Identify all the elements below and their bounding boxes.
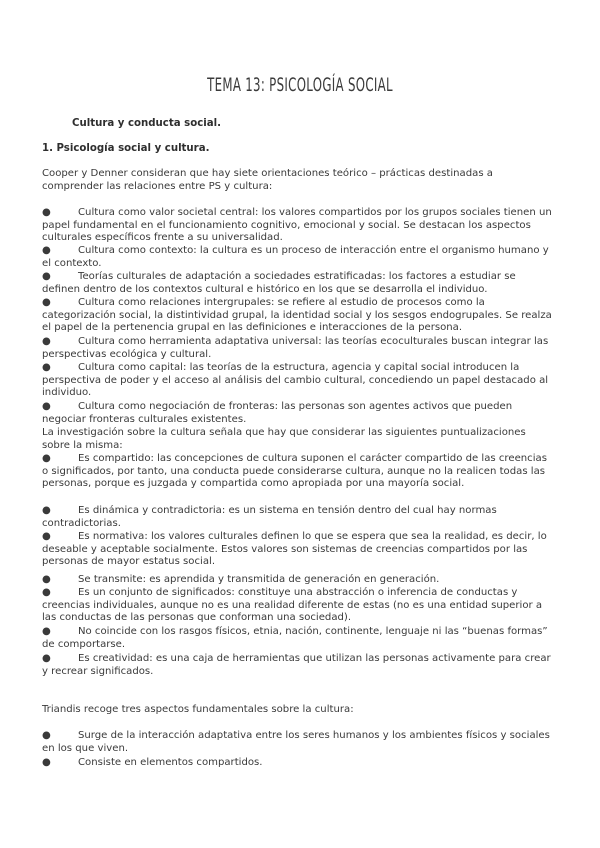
list-item xyxy=(42,730,554,755)
intro-paragraph: Cooper y Denner consideran que hay siete orientaciones teórico – prácticas destinadas a comprender las relaciones entre PS y cultura: xyxy=(42,168,493,192)
list-item-text: Cultura como contexto: la cultura es un proceso de interacción entre el organismo humano y el contexto. xyxy=(42,245,549,269)
list-item xyxy=(42,207,554,245)
list-item xyxy=(42,453,554,491)
list-item xyxy=(42,245,554,270)
section-heading: 1. Psicología social y cultura. xyxy=(42,143,210,154)
list-item xyxy=(42,401,554,426)
bullet-icon: ● xyxy=(42,362,51,373)
bullet-icon: ● xyxy=(42,336,51,347)
list-item-text: Cultura como negociación de fronteras: las personas son agentes activos que pueden negociar fronteras culturales existentes. xyxy=(42,401,513,425)
list-item xyxy=(42,653,554,678)
list-item xyxy=(42,336,554,361)
bullet-icon: ● xyxy=(42,574,51,585)
list-item xyxy=(42,574,554,587)
list-item-text: Es un conjunto de significados: constituye una abstracción o inferencia de conductas y creencias individuales, aunque no es una realidad diferente de estas (no es una entidad superior a las conductas de las personas que conforman una sociedad). xyxy=(42,587,543,624)
bullet-icon: ● xyxy=(42,245,51,256)
list-item-text: Cultura como capital: las teorías de la estructura, agencia y capital social introducen la perspectiva de poder y el acceso al análisis del cambio cultural, concediendo un papel destacado al individuo. xyxy=(42,362,549,399)
list-item xyxy=(42,271,554,296)
bullet-icon: ● xyxy=(42,757,51,768)
bullet-icon: ● xyxy=(42,453,51,464)
triandis-paragraph: Triandis recoge tres aspectos fundamentales sobre la cultura: xyxy=(42,704,354,715)
bullet-icon: ● xyxy=(42,401,51,412)
list-item xyxy=(42,531,554,569)
list-item-text: Es creatividad: es una caja de herramientas que utilizan las personas activamente para crear y recrear significados. xyxy=(42,653,551,677)
list-item xyxy=(42,505,554,530)
bullet-icon: ● xyxy=(42,531,51,542)
list-item xyxy=(42,626,554,651)
list-item-text: Es dinámica y contradictoria: es un sistema en tensión dentro del cual hay normas contradictorias. xyxy=(42,505,497,529)
research-paragraph: La investigación sobre la cultura señala que hay que considerar las siguientes puntualizaciones sobre la misma: xyxy=(42,427,526,451)
list-item-text: Consiste en elementos compartidos. xyxy=(78,757,263,768)
bullet-icon: ● xyxy=(42,587,51,598)
bullet-icon: ● xyxy=(42,626,51,637)
list-item-text: Es normativa: los valores culturales definen lo que se espera que sea la realidad, es decir, lo deseable y aceptable socialmente. Estos valores son sistemas de creencias compartidos por las personas de mayor estatus social. xyxy=(42,531,547,568)
list-item-text: Cultura como valor societal central: los valores compartidos por los grupos sociales tienen un papel fundamental en el funcionamiento cognitivo, emocional y social. Se destacan los aspectos culturales específicos frente a su universalidad. xyxy=(42,207,552,244)
list-item-text: Surge de la interacción adaptativa entre los seres humanos y los ambientes físicos y sociales en los que viven. xyxy=(42,730,550,754)
bullet-icon: ● xyxy=(42,207,51,218)
list-item xyxy=(42,587,554,625)
subtitle-heading: Cultura y conducta social. xyxy=(72,118,221,129)
bullet-icon: ● xyxy=(42,730,51,741)
list-item-text: No coincide con los rasgos físicos, etnia, nación, continente, lenguaje ni las “buenas formas” de comportarse. xyxy=(42,626,548,650)
list-item-text: Cultura como herramienta adaptativa universal: las teorías ecoculturales buscan integrar las perspectivas ecológica y cultural. xyxy=(42,336,549,360)
list-item-text: Se transmite: es aprendida y transmitida de generación en generación. xyxy=(78,574,440,585)
bullet-icon: ● xyxy=(42,505,51,516)
bullet-icon: ● xyxy=(42,653,51,664)
list-item-text: Es compartido: las concepciones de cultura suponen el carácter compartido de las creencias o significados, por tanto, una conducta puede considerarse cultura, aunque no la realicen todas las personas, porque es juzgada y compartida como apropiada por una mayoría social. xyxy=(42,453,547,490)
list-item xyxy=(42,757,554,770)
bullet-icon: ● xyxy=(42,297,51,308)
bullet-icon: ● xyxy=(42,271,51,282)
list-item xyxy=(42,297,554,335)
list-item-text: Teorías culturales de adaptación a sociedades estratificadas: los factores a estudiar se definen dentro de los contextos cultural e histórico en los que se desarrolla el individuo. xyxy=(42,271,516,295)
list-item-text: Cultura como relaciones intergrupales: se refiere al estudio de procesos como la categorización social, la distintividad grupal, la identidad social y los sesgos endogrupales. Se realza el papel de la pertenencia grupal en las definiciones e interacciones de la persona. xyxy=(42,297,552,334)
page-title: TEMA 13: PSICOLOGÍA SOCIAL xyxy=(207,74,393,96)
list-item xyxy=(42,362,554,400)
